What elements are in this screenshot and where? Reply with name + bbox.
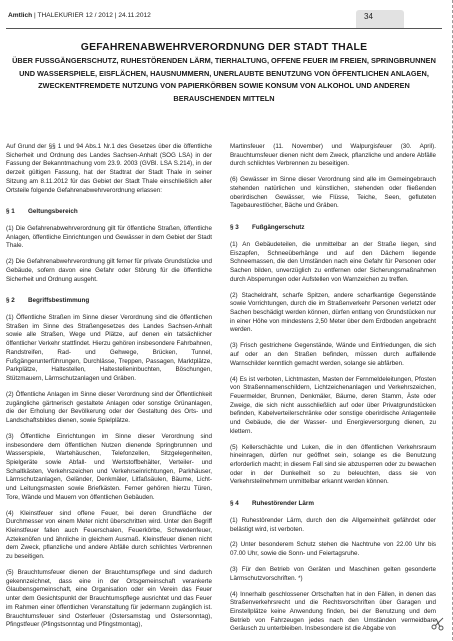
scissors-icon [431,617,445,631]
section-title: Geltungsbereich [28,208,78,216]
section-title: Ruhestörender Lärm [252,500,314,508]
page-title: GEFAHRENABWEHRVERORDNUNG DER STADT THALE [80,42,368,53]
section-heading-4 [230,500,436,509]
paragraph: (5) Kellerschächte und Luken, die in den öffentlichen Verkehrsraum hineinragen, dürfen nur geöffnet sein, solange es die Benutzung erforderlich macht; in diesem Fall sind sie abzusperren oder zu bewachen oder in der Dunkelheit so zu beleuchten, dass sie von Verkehrsteilnehmern unmittelbar erkannt werden können. [230,443,436,486]
title-block [6,41,442,105]
paragraph: (6) Gewässer im Sinne dieser Verordnung sind alle im Gemeingebrauch stehenden natürlichen und künstlichen, stehenden oder fließenden oberirdischen Gewässer, wie Flüsse, Teiche, Seen, gefluteten Tagebaurestlöcher, Bäche und Gräben. [230,176,436,210]
paragraph: Martinsfeuer (11. November) und Walpurgisfeuer (30. April). Brauchtumsfeuer dienen nicht dem Zweck, pflanzliche und andere Abfälle durch schlichtes Verbrennen zu beseitigen. [230,143,436,168]
left-column [6,143,212,637]
section-heading-3 [230,224,436,233]
paragraph: (2) Öffentliche Anlagen im Sinne dieser Verordnung sind der Öffentlichkeit zugängliche gärtnerisch gestaltete Anlagen oder sonstige Grünanlagen, die der Erholung der Bevölkerung oder der Gestaltung des Orts- und Landschaftsbildes dienen, sowie Spielplätze. [6,390,212,424]
paragraph: (2) Stacheldraht, scharfe Spitzen, andere scharfkantige Gegenstände sowie Vorrichtungen, durch die im Straßenverkehr Personen verletzt oder Sachen beschädigt werden können, dürfen entlang von Grundstücken nur in einer Höhe von mindestens 2,50 Meter über dem Erdboden angebracht werden. [230,291,436,334]
paragraph: (1) Öffentliche Straßen im Sinne dieser Verordnung sind die öffentlichen Straßen im Sinne des Straßengesetzes des Landes Sachsen-Anhalt sowie alle Straßen, Wege und Plätze, auf denen ein tatsächlicher öffentlicher Verkehr stattfindet. Hierzu gehören insbesondere Fahrbahnen, Randstreifen, Rad- und Gehwege, Brücken, Tunnel, Fußgängerunterführungen, Durchlässe, Treppen, Passagen, Marktplätze, Parkplätze, Haltestellen, Haltestelleninbuchten, Böschungen, Stützmauern, Lärmschutzanlagen und Gräben. [6,314,212,382]
right-column [230,143,436,641]
paragraph: (4) Innerhalb geschlossener Ortschaften hat in den Fällen, in denen das Straßenverkehrsrecht und die Rechtsvorschriften über Garagen und Einstellplätze keine Anwendung finden, bei der Benutzung und dem Betrieb von Fahrzeugen jedes nach den Umständen vermeidbare Geräusch zu unterbleiben. Insbesondere ist die Abgabe von [230,590,436,633]
page-subtitle: ÜBER FUSSGÄNGERSCHUTZ, RUHESTÖRENDEN LÄRM, TIERHALTUNG, OFFENE FEUER IM FREIEN, SPRINGBRUNNEN UND WASSERSPIELE, EISFLÄCHEN, HAUSNUMMERN, UNERLAUBTE BENUTZUNG VON ÖFFENTLICHEN ANLAGEN, ZWECKENTFREMDETE NUTZUNG VON PAPIERKÖRBEN SOWIE KONSUM VON ALKOHOL UND ANDEREN BERAUSCHENDEN MITTELN [12,56,436,103]
header-issue: | THALEKURIER 12 / 2012 | 24.11.2012 [34,12,151,19]
header-brand: Amtlich [8,12,33,19]
section-heading-2 [6,297,212,306]
section-number: § 1 [6,208,15,216]
section-number: § 2 [6,297,15,305]
paragraph: (3) Öffentliche Einrichtungen im Sinne dieser Verordnung sind insbesondere dem öffentlichen Nutzen dienende Springbrunnen und Wasserspiele, Wartehäuschen, Telefonzellen, Sitzgelegenheiten, Spielgeräte sowie Abfall- und Wertstoffbehälter, Verteiler- und Schaltkästen, Verkehrszeichen und Verkehrseinrichtungen, Parkhäuser, Lärmschutzanlagen, Geländer, Denkmäler, Litfaßsäulen, Bäume, Licht- und Leitungsmasten sowie Briefkästen. Ferner gehören hierzu Türen, Tore, Wände und Mauern von öffentlichen Gebäuden. [6,432,212,501]
section-heading-1 [6,208,212,217]
paragraph: (4) Kleinstfeuer sind offene Feuer, bei deren Grundfläche der Durchmesser von einem Meter nicht überschritten wird. Unter den Begriff Kleinstfeuer fallen auch Feuerschalen, Feuerkörbe, Schwedenfeuer, Aztekenöfen und ähnliche in gleichem Ausmaß. Kleinstfeuer dienen nicht dem Zweck, pflanzliche und andere Abfälle durch schlichtes Verbrennen zu beseitigen. [6,509,212,561]
section-number: § 3 [230,224,239,232]
paragraph: (4) Es ist verboten, Lichtmasten, Masten der Fernmeldeleitungen, Pfosten von Straßennamenschildern, Lichtzeichenanlagen und Verkehrszeichen, Feuermelder, Brunnen, Denkmäler, Bäume, deren Stamm, Äste oder Zweige, die sich nicht ausschließlich auf oder über Privatgrundstücken befinden, Kabelverteilerschränke oder sonstige oberirdische Anlagenteile und Gebäude, die der Wasser- und Energieversorgung dienen, zu klettern. [230,375,436,435]
paragraph: (5) Brauchtumsfeuer dienen der Brauchtumspflege und sind dadurch gekennzeichnet, dass eine in der Ortsgemeinschaft verankerte Glaubensgemeinschaft, eine Organisation oder ein Verein das Feuer unter dem Gesichtspunkt der Brauchtumspflege ausrichtet und das Feuer im Rahmen einer öffentlichen Veranstaltung für jedermann zugänglich ist. Brauchtumsfeuer sind Osterfeuer (Ostersamstag und Ostersonntag), Pfingstfeuer (Pfingstsonntag und Pfingstmontag), [6,569,212,629]
page-number: 34 [364,12,373,21]
paragraph: (2) Unter besonderem Schutz stehen die Nachtruhe von 22.00 Uhr bis 07.00 Uhr, sowie die Sonn- und Feiertagsruhe. [230,541,436,558]
section-number: § 4 [230,500,239,508]
section-title: Fußgängerschutz [252,224,305,232]
paragraph: (3) Frisch gestrichene Gegenstände, Wände und Einfriedungen, die sich auf oder an den Straßen befinden, müssen durch auffallende Warnschilder kenntlich gemacht werden, solange sie abfärben. [230,342,436,367]
paragraph: (1) An Gebäudeteilen, die unmittelbar an der Straße liegen, sind Eiszapfen, Schneeüberhänge und auf den Dächern liegende Schneemassen, die den Umständen nach eine Gefahr für Personen oder Sachen bilden, unverzüglich zu entfernen oder Sicherungsmaßnahmen durch Absperrungen oder Aufstellen von Warnzeichen zu treffen. [230,240,436,283]
section-title: Begriffsbestimmung [28,297,90,305]
paragraph: (2) Die Gefahrenabwehrverordnung gilt ferner für private Grundstücke und Gebäude, sofern davon eine Gefahr oder Störung für die öffentliche Sicherheit und Ordnung ausgeht. [6,258,212,283]
paragraph: (1) Die Gefahrenabwehrverordnung gilt für öffentliche Straßen, öffentliche Anlagen, öffentliche Einrichtungen und Gewässer in dem Gebiet der Stadt Thale. [6,224,212,250]
paragraph: (3) Für den Betrieb von Geräten und Maschinen gelten gesonderte Lärmschutzvorschriften. *) [230,566,436,582]
running-header [8,12,151,19]
paragraph: (1) Ruhestörender Lärm, durch den die Allgemeinheit gefährdet oder belästigt wird, ist verboten. [230,516,436,533]
preamble: Auf Grund der §§ 1 und 94 Abs.1 Nr.1 des Gesetzes über die öffentliche Sicherheit und Ordnung des Landes Sachsen-Anhalt (SOG LSA) in der Fassung der Bekanntmachung vom 23.9. 2003 (GVBl. LSA S.214), in der derzeit gültigen Fassung, hat der Stadtrat der Stadt Thale in seiner Sitzung am 8.11.2012 für das Gebiet der Stadt Thale einschließlich aller Ortsteile folgende Gefahrenabwehrverordnung erlassen: [6,143,212,194]
